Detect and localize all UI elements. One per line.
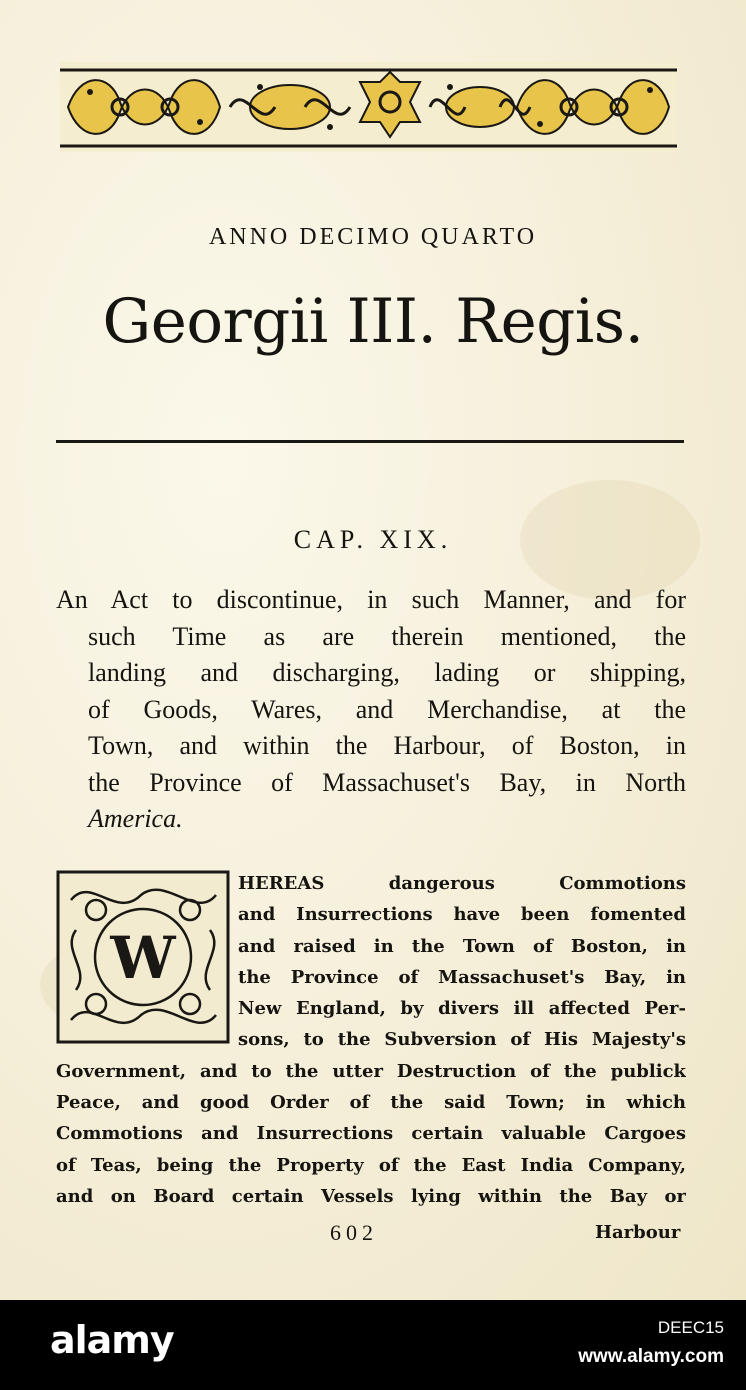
act-title-line: of Goods, Wares, and Merchandise, at the xyxy=(88,694,686,724)
body-line: and on Board certain Vessels lying within the Bay or xyxy=(56,1185,686,1207)
body-line: the Province of Massachuset's Bay, in xyxy=(238,966,686,988)
body-line: and Insurrections have been fomented xyxy=(238,904,686,926)
catchword: Harbour xyxy=(595,1222,681,1243)
act-title xyxy=(56,582,686,838)
act-title-line: An Act to discontinue, in such Manner, and for xyxy=(56,585,686,614)
body-line: Commotions and Insurrections certain valuable Cargoes xyxy=(56,1123,686,1145)
act-title-line: the Province of Massachuset's Bay, in North xyxy=(88,767,686,797)
act-title-line: such Time as are therein mentioned, the xyxy=(88,621,686,651)
body-line: sons, to the Subversion of His Majesty's xyxy=(238,1029,686,1051)
regnal-year-heading: ANNO DECIMO QUARTO xyxy=(208,224,538,250)
body-line: and raised in the Town of Boston, in xyxy=(238,935,686,957)
watermark-url: www.alamy.com xyxy=(578,1346,724,1367)
body-line: Government, and to the utter Destruction of the publick xyxy=(56,1060,686,1082)
body-line: Peace, and good Order of the said Town; in which xyxy=(56,1092,686,1114)
monarch-title: Georgii III. Regis. xyxy=(102,286,644,357)
initial-letter: W xyxy=(110,924,176,992)
horizontal-rule xyxy=(56,440,684,443)
act-title-line: landing and discharging, lading or shipping, xyxy=(88,658,686,687)
floral-headpiece-ornament xyxy=(60,62,677,152)
act-title-line: America. xyxy=(88,804,183,833)
alamy-logo: alamy xyxy=(50,1318,174,1362)
chapter-heading: CAP. XIX. xyxy=(293,525,453,554)
body-line: HEREAS dangerous Commotions xyxy=(238,873,686,894)
image-id: DEEC15 xyxy=(657,1318,724,1337)
act-title-line: Town, and within the Harbour, of Boston, in xyxy=(88,731,686,760)
body-line: New England, by divers ill affected Per- xyxy=(238,998,686,1020)
page-number: 602 xyxy=(330,1220,378,1245)
body-line: of Teas, being the Property of the East India Company, xyxy=(56,1154,686,1176)
act-body-text xyxy=(56,868,686,1212)
